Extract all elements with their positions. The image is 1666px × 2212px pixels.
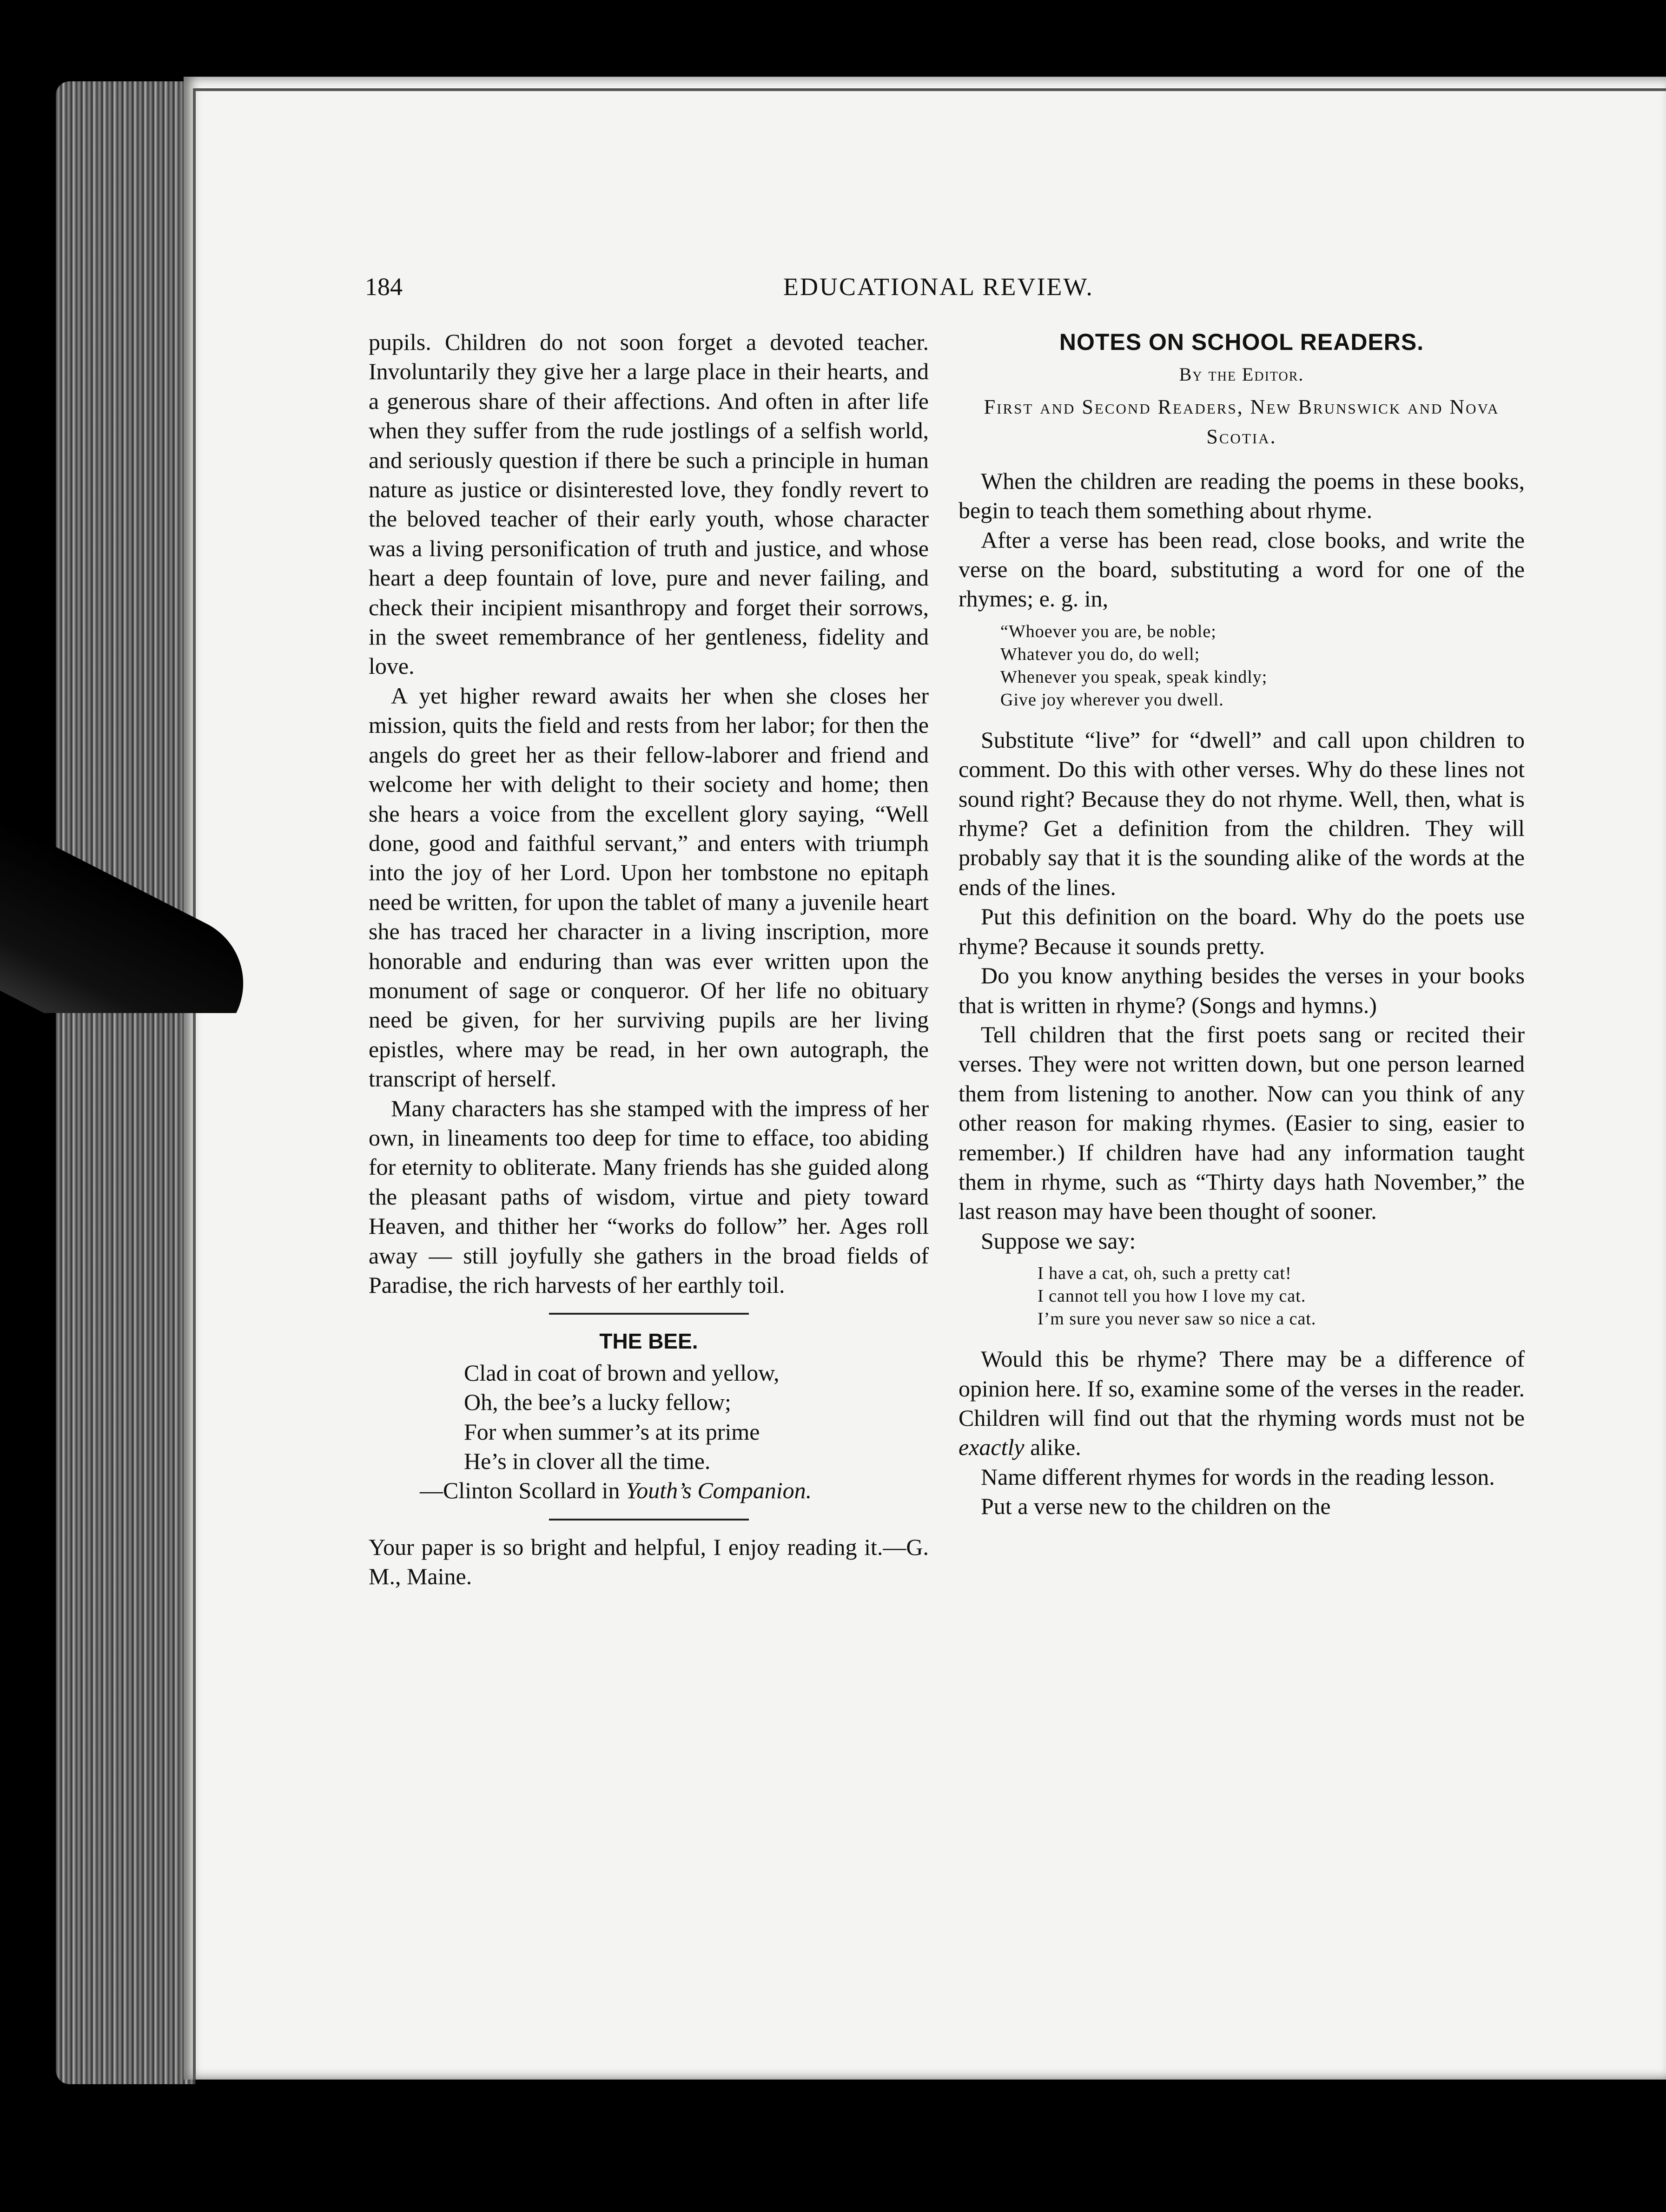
paragraph-text: alike. xyxy=(1024,1434,1081,1461)
paragraph: Many characters has she stamped with the impress of her own, in lineaments too deep for time to efface, too abiding for eternity to obliterate. Many friends has she guided along the pleasant paths of wisdom, virtue and piety toward Heaven, and thither her “works do follow” her. Ages roll away — still joyfully she gathers in the broad fields of Paradise, the rich harvests of her earthly toil. xyxy=(369,1095,929,1298)
paragraph: Substitute “live” for “dwell” and call upon children to comment. Do this with other verses. Why do these lines not sound right? Because they do not rhyme. Well, then, what is rhyme? Get a definition from the children. They will probably say that it is the sounding alike of the words at the ends of the lines. xyxy=(959,726,1525,900)
right-column xyxy=(959,328,1525,1521)
poem-line: He’s in clover all the time. xyxy=(464,1448,711,1475)
verse-line: I have a cat, oh, such a pretty cat! xyxy=(1038,1264,1292,1284)
left-column xyxy=(369,328,929,1592)
example-verse xyxy=(1038,1262,1525,1330)
attribution-author: —Clinton Scollard in xyxy=(420,1477,626,1504)
verse-line: I’m sure you never saw so nice a cat. xyxy=(1038,1309,1316,1329)
journal-title: EDUCATIONAL REVIEW. xyxy=(783,273,1094,301)
article-heading: NOTES ON SCHOOL READERS. xyxy=(1059,329,1424,355)
article-subheading: First and Second Readers, New Brunswick and Nova Scotia. xyxy=(984,395,1500,448)
poem xyxy=(464,1358,929,1476)
paragraph: Suppose we say: xyxy=(981,1227,1136,1254)
poem-attribution xyxy=(420,1476,929,1505)
poem-line: Oh, the bee’s a lucky fellow; xyxy=(464,1389,731,1415)
article-byline: By the Editor. xyxy=(1179,364,1304,385)
verse-line: Give joy wherever you dwell. xyxy=(1000,690,1224,710)
verse-line: Whatever you do, do well; xyxy=(1000,644,1200,664)
thumb-shadow xyxy=(0,771,316,1013)
book-page-edges xyxy=(56,81,195,2084)
emphasis-text: exactly xyxy=(959,1434,1025,1461)
paragraph: A yet higher reward awaits her when she closes her mission, quits the field and rests from her labor; for then the angels do greet her as their fellow-laborer and friend and welcome her with delight to their society and home; then she hears a voice from the excellent glory saying, “Well done, good and faithful servant,” and enters with triumph into the joy of her Lord. Upon her tombstone no epitaph need be written, for upon the tablet of many a juvenile heart she has traced her character in a living inscription, more honorable and enduring than was ever written upon the monument of sage or conqueror. Of her life no obituary need be given, for her surviving pupils are her living epistles, where may be read, in her own autograph, the transcript of herself. xyxy=(369,682,929,1092)
poem-line: For when summer’s at its prime xyxy=(464,1418,760,1445)
example-verse xyxy=(1000,620,1525,711)
running-head xyxy=(365,272,1527,300)
divider xyxy=(549,1313,749,1315)
paragraph: When the children are reading the poems in these books, begin to teach them something about rhyme. xyxy=(959,467,1525,524)
verse-line: Whenever you speak, speak kindly; xyxy=(1000,667,1268,687)
poem-title: THE BEE. xyxy=(599,1329,698,1354)
poem-line: Clad in coat of brown and yellow, xyxy=(464,1359,780,1386)
paragraph: Put this definition on the board. Why do the poets use rhyme? Because it sounds pretty. xyxy=(959,903,1525,959)
paragraph: Name different rhymes for words in the reading lesson. xyxy=(981,1463,1495,1490)
page-number: 184 xyxy=(365,273,403,301)
verse-line: “Whoever you are, be noble; xyxy=(1000,621,1216,641)
paragraph: After a verse has been read, close books, and write the verse on the board, substituting a word for one of the rhymes; e. g. in, xyxy=(959,527,1525,612)
paragraph-text: Would this be rhyme? There may be a difference of opinion here. If so, examine some of the verses in the reader. Children will find out that the rhyming words must not be xyxy=(959,1346,1525,1431)
verse-line: I cannot tell you how I love my cat. xyxy=(1038,1286,1306,1306)
paragraph: Tell children that the first poets sang or recited their verses. They were not written down, but one person learned them from listening to another. Now can you think of any other reason for making rhymes. (Easier to sing, easier to remember.) If children have had any information taught them in rhyme, such as “Thirty days hath November,” the last reason may have been thought of sooner. xyxy=(959,1021,1525,1224)
attribution-source: Youth’s Companion. xyxy=(626,1477,812,1504)
paragraph: pupils. Children do not soon forget a devoted teacher. Involuntarily they give her a large place in their hearts, and a generous share of their affections. And often in after life when they suffer from the rude jostlings of a selfish world, and seriously question if there be such a principle in human nature as justice or disinterested love, they fondly revert to the beloved teacher of their early youth, whose character was a living personification of truth and justice, and whose heart a deep fountain of love, pure and never failing, and check their incipient misanthropy and forget their sorrows, in the sweet remembrance of her gentleness, fidelity and love. xyxy=(369,329,929,679)
paragraph: Put a verse new to the children on the xyxy=(981,1493,1331,1520)
paragraph: Do you know anything besides the verses in your books that is written in rhyme? (Songs and hymns.) xyxy=(959,962,1525,1018)
paragraph xyxy=(959,1344,1525,1462)
divider xyxy=(549,1519,749,1521)
testimonial: Your paper is so bright and helpful, I enjoy reading it.—G. M., Maine. xyxy=(369,1534,929,1590)
